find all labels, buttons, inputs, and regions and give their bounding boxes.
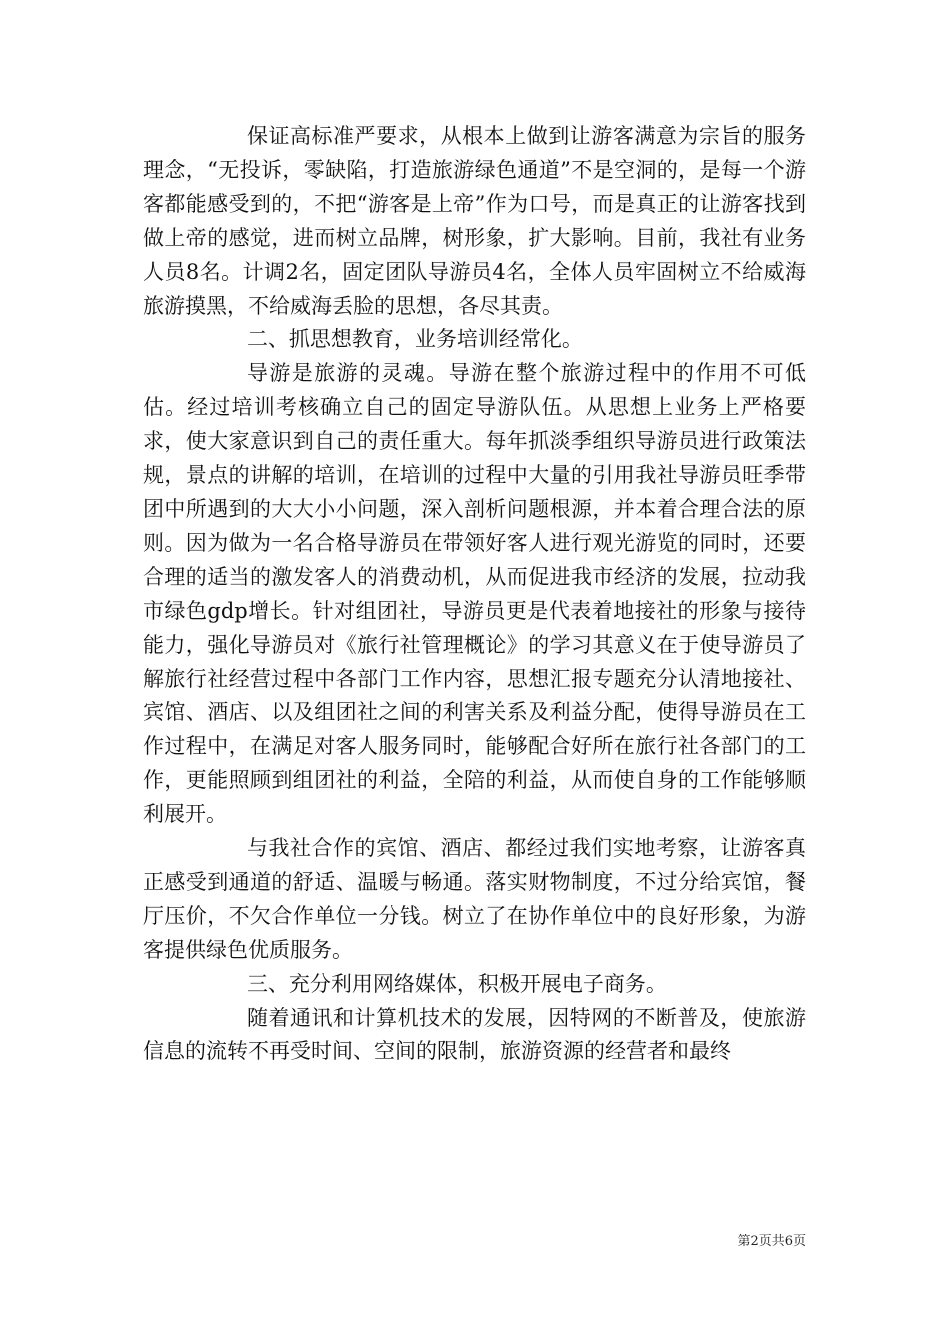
paragraph-internet: 随着通讯和计算机技术的发展，因特网的不断普及，使旅游信息的流转不再受时间、空间的限制，旅游资源的经营者和最终 [143, 1005, 806, 1064]
paragraph-partner-hotels: 与我社合作的宾馆、酒店、都经过我们实地考察，让游客真正感受到通道的舒适、温暖与畅通。落实财物制度，不过分给宾馆，餐厅压价，不欠合作单位一分钱。树立了在协作单位中的良好形象，为游客提供绿色优质服务。 [143, 836, 806, 962]
section-heading-training: 二、抓思想教育，业务培训经常化。 [246, 327, 583, 352]
paragraph-service-philosophy: 保证高标准严要求，从根本上做到让游客满意为宗旨的服务理念，“无投诉，零缺陷，打造旅游绿色通道”不是空洞的，是每一个游客都能感受到的，不把“游客是上帝”作为口号，而是真正的让游客找到做上帝的感觉，进而树立品牌，树形象，扩大影响。目前，我社有业务人员8名。计调2名，固定团队导游员4名，全体人员牢固树立不给威海旅游摸黑，不给威海丢脸的思想，各尽其责。 [143, 124, 806, 318]
document-body [143, 120, 806, 1069]
page-number-footer: 第2页共6页 [737, 1234, 806, 1249]
section-heading-ecommerce: 三、充分利用网络媒体，积极开展电子商务。 [246, 971, 667, 996]
paragraph-tour-guide: 导游是旅游的灵魂。导游在整个旅游过程中的作用不可低估。经过培训考核确立自己的固定导游队伍。从思想上业务上严格要求，使大家意识到自己的责任重大。每年抓淡季组织导游员进行政策法规，景点的讲解的培训，在培训的过程中大量的引用我社导游员旺季带团中所遇到的大大小小问题，深入剖析问题根源，并本着合理合法的原则。因为做为一名合格导游员在带领好客人进行观光游览的同时，还要合理的适当的激发客人的消费动机，从而促进我市经济的发展，拉动我市绿色gdp增长。针对组团社，导游员更是代表着地接社的形象与接待能力，强化导游员对《旅行社管理概论》的学习其意义在于使导游员了解旅行社经营过程中各部门工作内容，思想汇报专题充分认清地接社、宾馆、酒店、以及组团社之间的利害关系及利益分配，使得导游员在工作过程中，在满足对客人服务同时，能够配合好所在旅行社各部门的工作，更能照顾到组团社的利益，全陪的利益，从而使自身的工作能够顺利展开。 [143, 361, 806, 827]
